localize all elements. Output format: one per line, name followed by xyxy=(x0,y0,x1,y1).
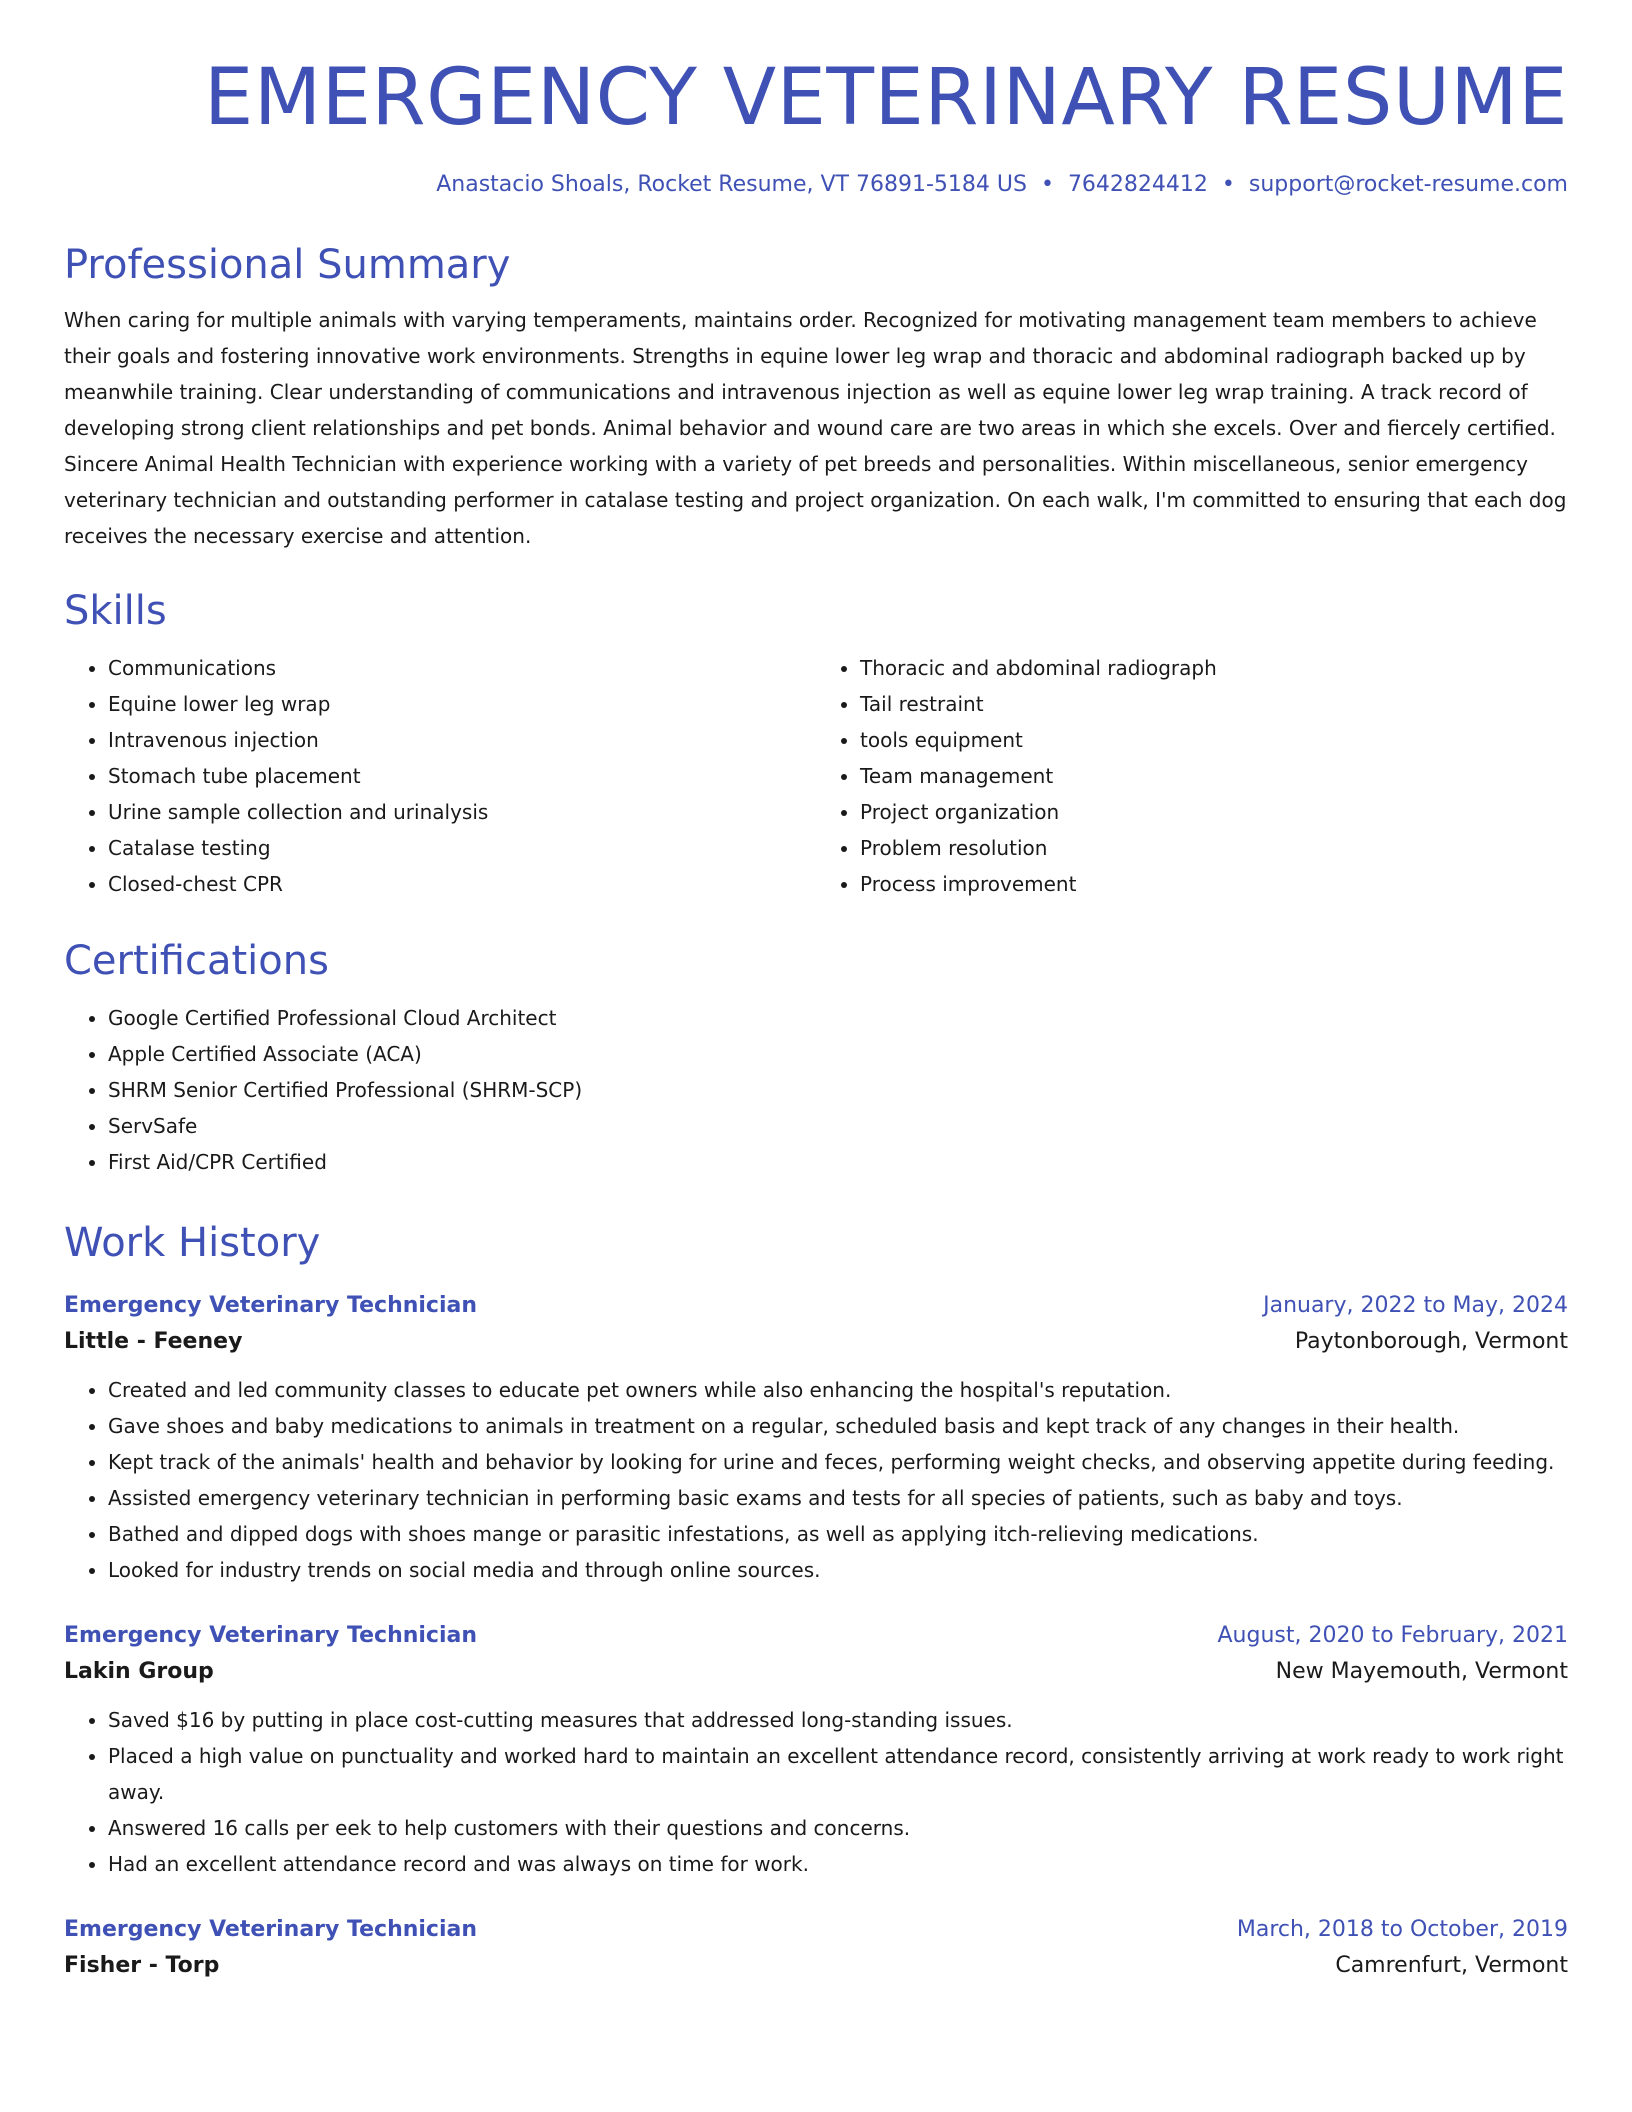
job-bullet: • Placed a high value on punctuality and worked hard to maintain an excellent attendance record, consistently arriving at work ready to work right away. xyxy=(108,1738,1568,1810)
certification-item: • First Aid/CPR Certified xyxy=(108,1144,1568,1180)
job-company-row xyxy=(64,1652,1568,1692)
job-bullet: • Gave shoes and baby medications to animals in treatment on a regular, scheduled basis and kept track of any changes in their health. xyxy=(108,1408,1568,1444)
certification-item: • ServSafe xyxy=(108,1108,1568,1144)
resume-header xyxy=(64,0,1568,200)
work-history-heading: Work History xyxy=(64,1220,321,1266)
job-title-row xyxy=(64,1620,1568,1652)
skill-item: • Closed-chest CPR xyxy=(108,866,816,902)
job-location: New Mayemouth, Vermont xyxy=(1275,1659,1568,1684)
certification-item: • Apple Certified Associate (ACA) xyxy=(108,1036,1568,1072)
job-title-row xyxy=(64,1914,1568,1946)
job-dates: March, 2018 to October, 2019 xyxy=(1236,1917,1568,1942)
contact-email: support@rocket-resume.com xyxy=(1248,172,1568,197)
skill-item: • Catalase testing xyxy=(108,830,816,866)
job-bullet: • Saved $16 by putting in place cost-cutting measures that addressed long-standing issues. xyxy=(108,1702,1568,1738)
job-company: Little - Feeney xyxy=(64,1329,243,1354)
job-bullet: • Kept track of the animals' health and behavior by looking for urine and feces, performing weight checks, and observing appetite during feeding. xyxy=(108,1444,1568,1480)
job-title-row xyxy=(64,1290,1568,1322)
skills-list-left xyxy=(64,650,816,902)
job-entry xyxy=(64,1620,1568,1882)
job-dates: August, 2020 to February, 2021 xyxy=(1217,1623,1568,1648)
contact-phone: 7642824412 xyxy=(1067,172,1208,197)
skill-item: • Team management xyxy=(860,758,1568,794)
job-bullet: • Bathed and dipped dogs with shoes mange or parasitic infestations, as well as applying itch-relieving medications. xyxy=(108,1516,1568,1552)
job-title: Emergency Veterinary Technician xyxy=(64,1623,478,1648)
skill-item: • Equine lower leg wrap xyxy=(108,686,816,722)
job-entry xyxy=(64,1914,1568,1986)
job-title: Emergency Veterinary Technician xyxy=(64,1917,478,1942)
job-company-row xyxy=(64,1322,1568,1362)
skill-item: • Project organization xyxy=(860,794,1568,830)
skills-heading: Skills xyxy=(64,588,167,634)
summary-heading: Professional Summary xyxy=(64,242,511,288)
resume-title: EMERGENCY VETERINARY RESUME xyxy=(204,53,1568,143)
job-bullet: • Looked for industry trends on social media and through online sources. xyxy=(108,1552,1568,1588)
certifications-list xyxy=(64,1000,1568,1180)
skills-list-right xyxy=(816,650,1568,902)
skill-item: • Intravenous injection xyxy=(108,722,816,758)
contact-line xyxy=(64,170,1568,200)
job-entry xyxy=(64,1290,1568,1588)
certifications-heading: Certifications xyxy=(64,938,329,984)
job-company: Fisher - Torp xyxy=(64,1953,220,1978)
skill-item: • Urine sample collection and urinalysis xyxy=(108,794,816,830)
job-bullet: • Answered 16 calls per eek to help customers with their questions and concerns. xyxy=(108,1810,1568,1846)
job-bullet: • Created and led community classes to educate pet owners while also enhancing the hospital's reputation. xyxy=(108,1372,1568,1408)
skill-item: • tools equipment xyxy=(860,722,1568,758)
job-bullet: • Had an excellent attendance record and was always on time for work. xyxy=(108,1846,1568,1882)
skills-columns xyxy=(64,650,1568,902)
skill-item: • Communications xyxy=(108,650,816,686)
skill-item: • Stomach tube placement xyxy=(108,758,816,794)
certification-item: • Google Certified Professional Cloud Architect xyxy=(108,1000,1568,1036)
contact-separator: • xyxy=(1221,172,1235,197)
job-location: Paytonborough, Vermont xyxy=(1294,1329,1568,1354)
skill-item: • Process improvement xyxy=(860,866,1568,902)
job-company-row xyxy=(64,1946,1568,1986)
certification-item: • SHRM Senior Certified Professional (SHRM-SCP) xyxy=(108,1072,1568,1108)
contact-separator: • xyxy=(1040,172,1054,197)
skill-item: • Tail restraint xyxy=(860,686,1568,722)
contact-address: Anastacio Shoals, Rocket Resume, VT 76891-5184 US xyxy=(436,172,1027,197)
job-dates: January, 2022 to May, 2024 xyxy=(1263,1293,1568,1318)
job-company: Lakin Group xyxy=(64,1659,214,1684)
job-title: Emergency Veterinary Technician xyxy=(64,1293,478,1318)
skill-item: • Problem resolution xyxy=(860,830,1568,866)
job-bullet: • Assisted emergency veterinary technician in performing basic exams and tests for all species of patients, such as baby and toys. xyxy=(108,1480,1568,1516)
summary-text: When caring for multiple animals with varying temperaments, maintains order. Recognized for motivating management team members to achieve their goals and fostering innovative work environments. Strengths in equine lower leg wrap and thoracic and abdominal radiograph backed up by meanwhile training. Clear understanding of communications and intravenous injection as well as equine lower leg wrap training. A track record of developing strong client relationships and pet bonds. Animal behavior and wound care are two areas in which she excels. Over and fiercely certified. Sincere Animal Health Technician with experience working with a variety of pet breeds and personalities. Within miscellaneous, senior emergency veterinary technician and outstanding performer in catalase testing and project organization. On each walk, I'm committed to ensuring that each dog receives the necessary exercise and attention. xyxy=(64,308,1567,548)
job-location: Camrenfurt, Vermont xyxy=(1335,1953,1568,1978)
skill-item: • Thoracic and abdominal radiograph xyxy=(860,650,1568,686)
job-bullets xyxy=(64,1372,1568,1588)
job-bullets xyxy=(64,1702,1568,1882)
